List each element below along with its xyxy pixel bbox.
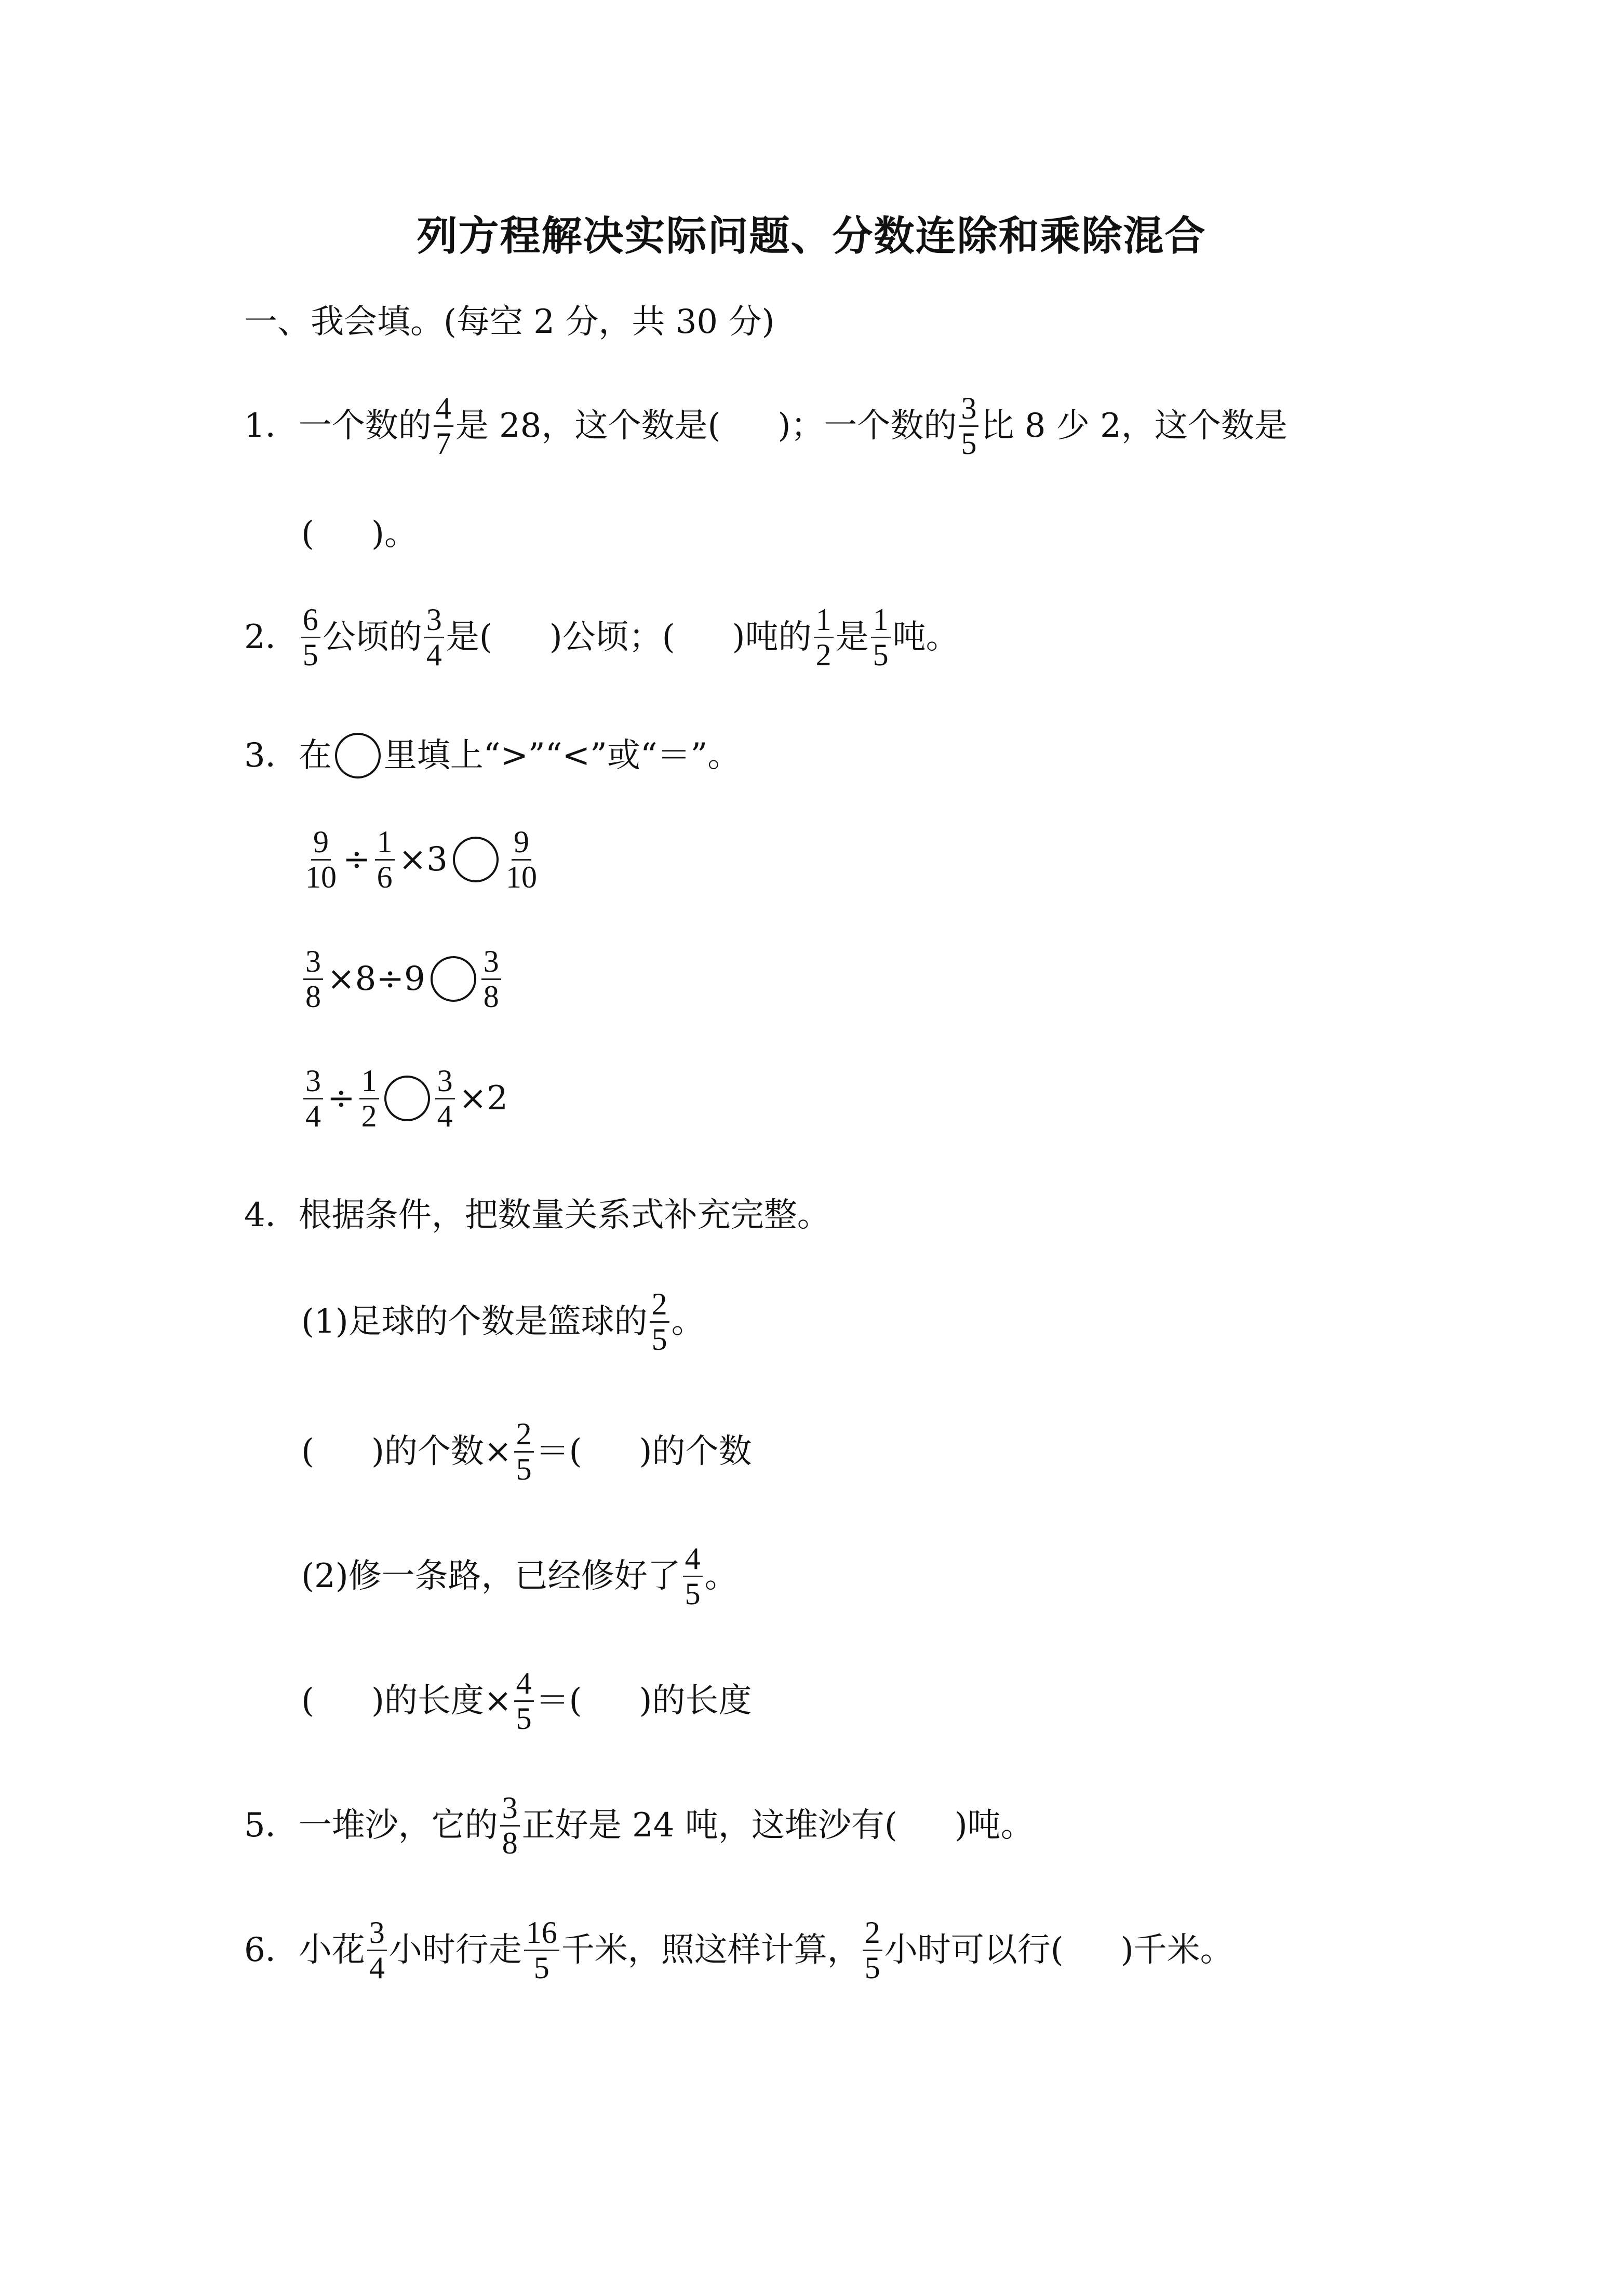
paren-close: )。 [371, 515, 418, 553]
fraction-denominator: 8 [305, 979, 321, 1014]
fraction-numerator: 1 [871, 603, 891, 638]
fraction-denominator: 4 [305, 1098, 321, 1133]
page-title: 列方程解决实际问题、分数连除和乘除混合 [417, 213, 1206, 260]
operator: ×8÷9 [327, 960, 425, 998]
question-text: (1)足球的个数是篮球的 [301, 1303, 648, 1341]
fraction-denominator: 8 [502, 1825, 518, 1860]
fraction-denominator: 5 [302, 637, 318, 672]
fraction [504, 825, 539, 894]
fraction [303, 945, 323, 1014]
question-text: 吨。 [892, 618, 959, 656]
question-text: )的个数 [639, 1432, 752, 1471]
fraction-numerator: 9 [512, 825, 531, 861]
condition-1 [301, 1283, 705, 1361]
fraction [424, 603, 444, 672]
compare-circle[interactable] [431, 956, 476, 1002]
question-2 [244, 598, 959, 676]
question-text: )的长度× [371, 1682, 512, 1720]
question-text: )千米。 [1120, 1931, 1233, 1969]
fraction-numerator: 3 [367, 1916, 387, 1951]
fraction-numerator: 3 [424, 603, 444, 638]
fraction-numerator: 3 [500, 1791, 520, 1827]
compare-circle[interactable] [453, 837, 499, 882]
question-1 [244, 387, 1287, 465]
compare-expression-2 [301, 940, 503, 1018]
compare-expression-1 [301, 821, 541, 898]
fraction-numerator: 2 [514, 1417, 534, 1453]
fraction-numerator: 4 [683, 1542, 703, 1577]
paren-open: ( [301, 515, 314, 553]
question-text: )吨的 [732, 618, 812, 656]
question-text: )公顷；( [549, 618, 675, 656]
fraction [301, 603, 320, 672]
circle-icon [335, 733, 381, 778]
question-text: 是 28，这个数是( [455, 407, 721, 445]
fraction-denominator: 5 [516, 1452, 532, 1486]
fraction-denominator: 2 [815, 637, 831, 672]
fraction-numerator: 16 [524, 1916, 559, 1951]
fraction-numerator: 1 [814, 603, 834, 638]
fraction-numerator: 2 [650, 1287, 669, 1323]
question-text: )的长度 [639, 1682, 752, 1720]
fraction [375, 825, 395, 894]
fraction [514, 1417, 534, 1486]
question-text: 正好是 24 吨，这堆沙有( [521, 1806, 897, 1845]
question-text: 是( [446, 618, 492, 656]
fraction-numerator: 6 [301, 603, 320, 638]
fraction-denominator: 8 [483, 979, 499, 1014]
fraction [303, 1064, 323, 1133]
question-1-line-2 [301, 495, 418, 573]
fraction [481, 945, 501, 1014]
fraction [303, 825, 339, 894]
fraction [814, 603, 834, 672]
fraction-numerator: 9 [311, 825, 331, 861]
fraction-denominator: 5 [685, 1576, 701, 1611]
fraction-denominator: 10 [305, 860, 337, 894]
section-heading [244, 283, 774, 361]
question-text: 。 [704, 1557, 738, 1595]
fraction-denominator: 4 [437, 1098, 453, 1133]
fraction-denominator: 2 [361, 1098, 377, 1133]
condition-2 [301, 1537, 738, 1615]
question-5 [244, 1787, 1034, 1864]
fraction-denominator: 6 [377, 860, 393, 894]
paren-open: ( [301, 1432, 314, 1471]
question-text: 公顷的 [322, 618, 422, 656]
question-text: )的个数× [371, 1432, 512, 1471]
fraction [871, 603, 891, 672]
fraction [434, 392, 453, 461]
question-number: 2． [244, 618, 299, 656]
fraction-numerator: 1 [375, 825, 395, 861]
paren-open: ( [301, 1682, 314, 1720]
fraction [683, 1542, 703, 1611]
question-number: 5． [244, 1806, 299, 1845]
fraction-denominator: 5 [516, 1701, 532, 1736]
compare-circle[interactable] [384, 1076, 430, 1121]
section-heading-text: 一、我会填。(每空 2 分，共 30 分) [244, 303, 775, 341]
operator: ÷ [343, 840, 371, 879]
question-number: 6． [244, 1931, 299, 1969]
question-text: )吨。 [954, 1806, 1034, 1845]
fraction-numerator: 3 [303, 1064, 323, 1099]
question-text: 。 [671, 1303, 705, 1341]
fraction [359, 1064, 379, 1133]
fraction-denominator: 5 [651, 1322, 667, 1357]
question-3 [244, 717, 741, 795]
fraction-denominator: 4 [426, 637, 442, 672]
fraction-numerator: 3 [435, 1064, 455, 1099]
fraction-numerator: 4 [514, 1667, 534, 1702]
question-text: 比 8 少 2，这个数是 [981, 407, 1287, 445]
fraction-denominator: 7 [435, 426, 451, 461]
fraction-numerator: 1 [359, 1064, 379, 1099]
question-number: 1． [244, 407, 299, 445]
fraction [524, 1916, 559, 1985]
fraction-denominator: 5 [533, 1950, 549, 1985]
question-6 [244, 1911, 1233, 1989]
question-number: 4． [244, 1196, 299, 1234]
relation-2 [301, 1662, 752, 1740]
question-text: ＝( [535, 1682, 582, 1720]
fraction-numerator: 2 [863, 1916, 882, 1951]
fraction-numerator: 3 [481, 945, 501, 980]
fraction-denominator: 5 [864, 1950, 880, 1985]
fraction [500, 1791, 520, 1860]
fraction [959, 392, 978, 461]
relation-1 [301, 1413, 752, 1491]
question-text: 一个数的 [298, 407, 432, 445]
compare-expression-3 [301, 1059, 510, 1137]
question-text: 小时可以行( [884, 1931, 1064, 1969]
question-text: 里填上“>”“<”或“＝”。 [383, 736, 741, 775]
question-text: 是 [835, 618, 869, 656]
question-text: ＝( [535, 1432, 582, 1471]
fraction [863, 1916, 882, 1985]
fraction [367, 1916, 387, 1985]
question-text: 小花 [298, 1931, 365, 1969]
fraction [435, 1064, 455, 1133]
question-text: 根据条件，把数量关系式补充完整。 [298, 1196, 830, 1234]
question-text: 小时行走 [388, 1931, 522, 1969]
operator: ×3 [398, 840, 448, 879]
fraction-numerator: 3 [959, 392, 978, 427]
fraction-denominator: 5 [873, 637, 889, 672]
question-text: (2)修一条路，已经修好了 [301, 1557, 681, 1595]
question-text: )；一个数的 [777, 407, 957, 445]
fraction-numerator: 4 [434, 392, 453, 427]
fraction-numerator: 3 [303, 945, 323, 980]
fraction [650, 1287, 669, 1357]
fraction-denominator: 5 [961, 426, 977, 461]
operator: ÷ [327, 1079, 355, 1118]
question-text: 在 [298, 736, 332, 775]
fraction-denominator: 4 [369, 1950, 385, 1985]
fraction-denominator: 10 [505, 860, 537, 894]
operator: ×2 [459, 1079, 508, 1118]
question-4 [244, 1176, 830, 1254]
question-text: 千米，照这样计算， [561, 1931, 861, 1969]
question-text: 一堆沙，它的 [298, 1806, 498, 1845]
question-number: 3． [244, 736, 299, 775]
fraction [514, 1667, 534, 1736]
